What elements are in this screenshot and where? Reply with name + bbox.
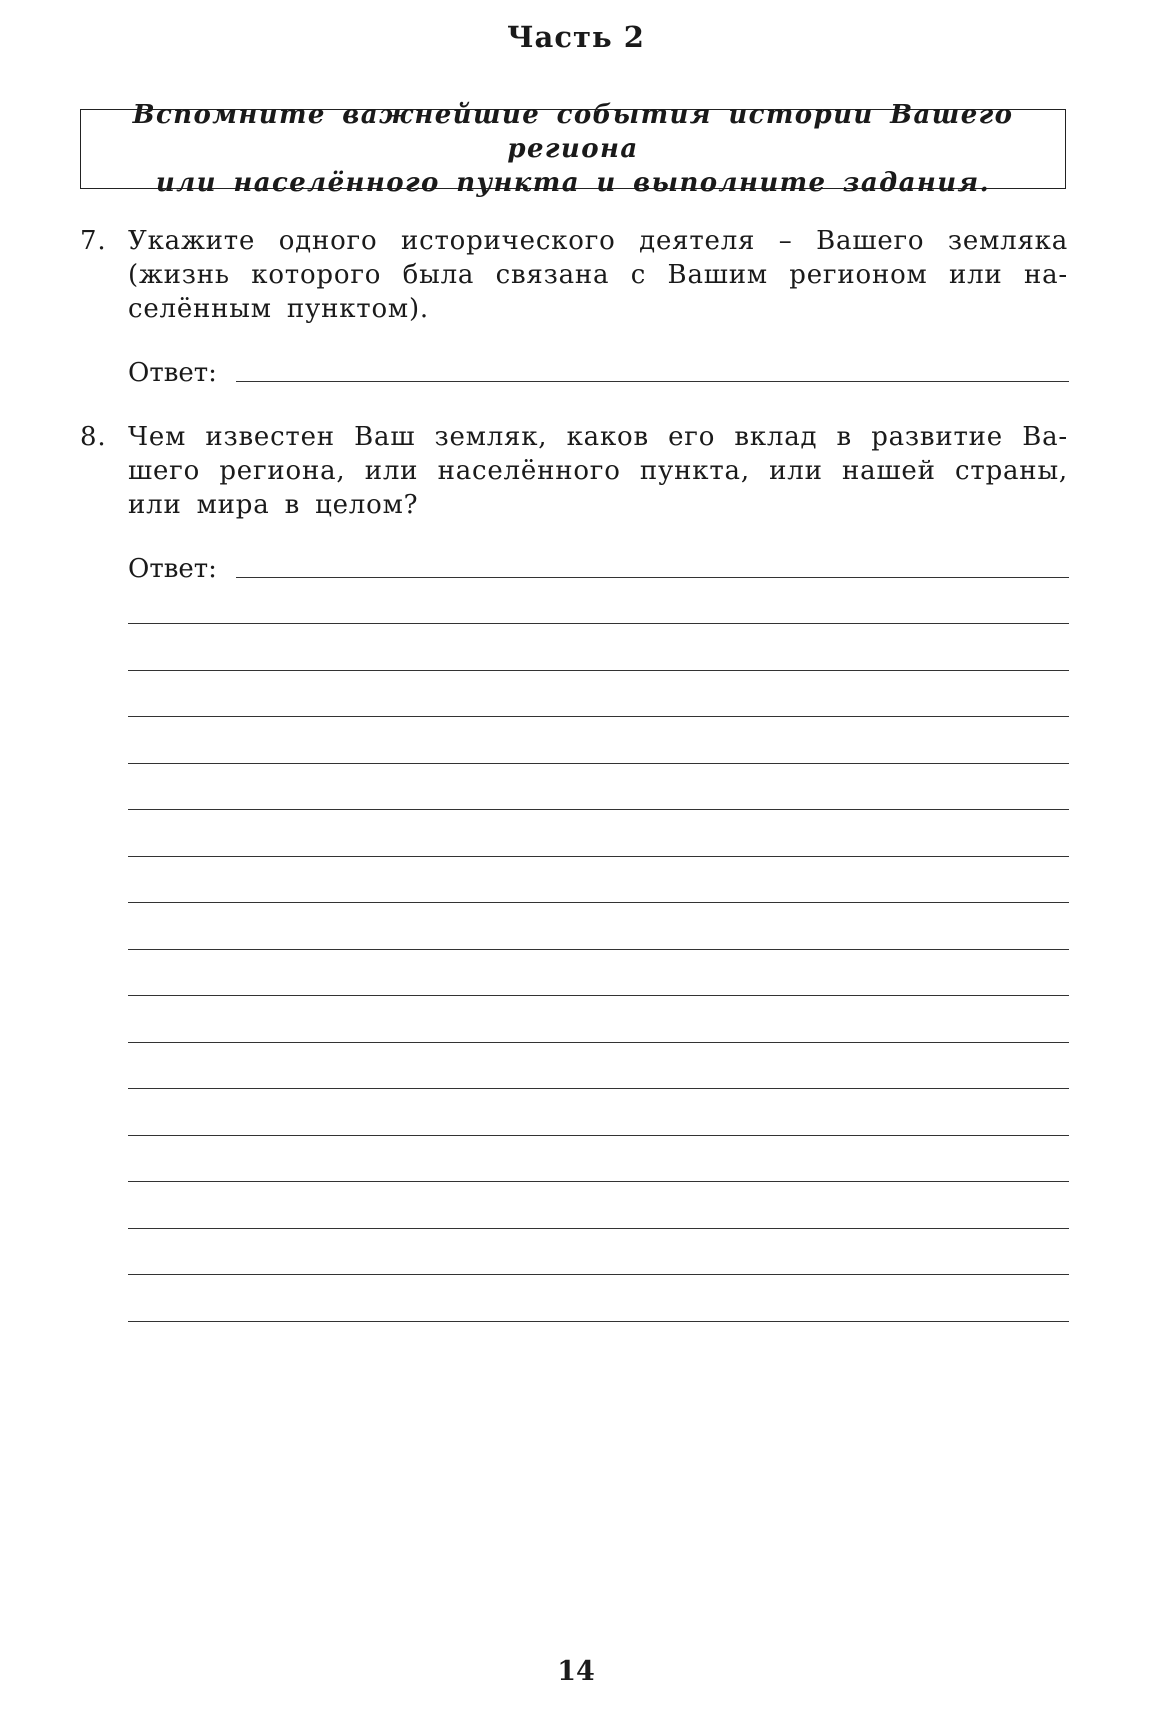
answer-line[interactable]	[128, 809, 1069, 810]
question-7	[80, 224, 1070, 334]
answer-line[interactable]	[236, 577, 1069, 578]
question-text	[128, 224, 1068, 326]
question-line: или мира в целом?	[128, 490, 419, 520]
answer-line[interactable]	[128, 1274, 1069, 1275]
answer-line[interactable]	[128, 949, 1069, 950]
answer-label: Ответ:	[128, 554, 217, 584]
instruction-line-2: или населённого пункта и выполните задания.	[155, 168, 991, 198]
question-line: Укажите одного исторического деятеля – Вашего земляка	[128, 226, 1068, 256]
answer-label: Ответ:	[128, 358, 217, 388]
answer-line[interactable]	[128, 1135, 1069, 1136]
question-line: Чем известен Ваш земляк, каков его вклад в развитие Ва-	[128, 422, 1068, 452]
instruction-box	[80, 100, 1066, 198]
answer-line[interactable]	[128, 1181, 1069, 1182]
question-number: 8.	[80, 422, 107, 452]
question-8	[80, 420, 1070, 530]
page-number: 14	[557, 1656, 595, 1687]
question-text	[128, 420, 1068, 522]
answer-line[interactable]	[128, 1228, 1069, 1229]
question-line: селённым пунктом).	[128, 294, 429, 324]
answer-line[interactable]	[236, 381, 1069, 382]
answer-line[interactable]	[128, 763, 1069, 764]
answer-line[interactable]	[128, 856, 1069, 857]
question-number: 7.	[80, 226, 107, 256]
answer-line[interactable]	[128, 1088, 1069, 1089]
answer-line[interactable]	[128, 623, 1069, 624]
part-title: Часть 2	[507, 20, 645, 54]
answer-line[interactable]	[128, 670, 1069, 671]
answer-line[interactable]	[128, 1042, 1069, 1043]
instruction-text	[81, 98, 1065, 200]
answer-line[interactable]	[128, 995, 1069, 996]
instruction-line-1: Вспомните важнейшие события истории Вашего региона	[132, 100, 1014, 164]
question-line: (жизнь которого была связана с Вашим регионом или на-	[128, 260, 1068, 290]
answer-line[interactable]	[128, 716, 1069, 717]
answer-line[interactable]	[128, 1321, 1069, 1322]
answer-line[interactable]	[128, 902, 1069, 903]
question-line: шего региона, или населённого пункта, или нашей страны,	[128, 456, 1068, 486]
